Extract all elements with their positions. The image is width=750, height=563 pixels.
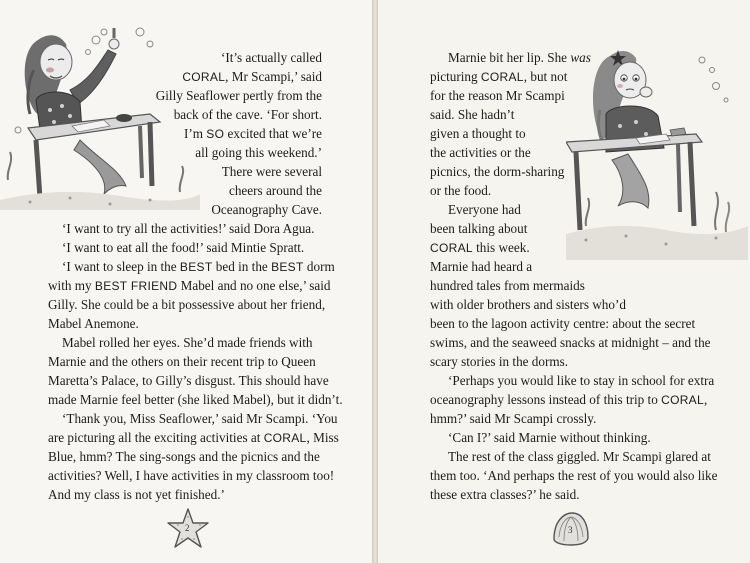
text-span: oceanography lessons instead of this trip to [430, 392, 662, 407]
text-line: for the reason Mr Scampi [430, 88, 565, 103]
text-line: Mabel Anemone. [48, 316, 139, 331]
text-line: all going this weekend.’ [195, 145, 322, 160]
text-line: made Marnie feel better (she liked Mabel), but it didn’t. [48, 392, 343, 407]
text-line [150, 67, 322, 87]
text-line: cheers around the [228, 183, 322, 198]
text-line: these extra classes?’ he said. [430, 487, 580, 502]
text-line: Blue, hmm? The sing-songs and the picnics and the [48, 449, 320, 464]
emphasis-term: BEST [271, 260, 304, 274]
text-line: given a thought to [430, 126, 526, 141]
text-line: been talking about [430, 221, 528, 236]
coral-term: CORAL [480, 70, 524, 84]
text-line [430, 67, 567, 87]
text-line: Maretta’s Palace, to Gilly’s disgust. This should have [48, 373, 329, 388]
text-line: The rest of the class giggled. Mr Scampi glared at [448, 449, 711, 464]
emphasis-term: BEST FRIEND [94, 279, 178, 293]
text-line: scary stories in the dorms. [430, 354, 569, 369]
text-line: hundred tales from mermaids [430, 278, 585, 293]
text-span: I’m [183, 126, 207, 141]
text-span: , [703, 392, 708, 407]
text-line: ‘I want to try all the activities!’ said Dora Agua. [62, 221, 315, 236]
text-line: Gilly Seaflower pertly from the [155, 88, 322, 103]
text-line: Gilly. She could be a bit possessive about her friend, [48, 297, 326, 312]
text-span: Mabel and no one else,’ said [177, 278, 331, 293]
text-line: Oceanography Cave. [211, 202, 322, 217]
text-line: said. She hadn’t [430, 107, 515, 122]
left-page [0, 0, 372, 563]
text-span: picturing [430, 69, 481, 84]
coral-term: CORAL [263, 431, 307, 445]
text-line: And my class is not yet finished.’ [48, 487, 225, 502]
text-line [430, 238, 530, 258]
coral-term: CORAL [430, 241, 473, 255]
text-line [48, 276, 331, 296]
page-number: 2 [185, 523, 190, 533]
coral-term: CORAL [661, 393, 704, 407]
emphasis-term: SO [206, 127, 225, 141]
text-line [430, 390, 707, 410]
text-line: activities? Well, I have activities in my classroom too! [48, 468, 335, 483]
text-span: ‘I want to sleep in the [62, 259, 180, 274]
text-line: ‘It’s actually called [220, 50, 322, 65]
text-line: Marnie had heard a [430, 259, 533, 274]
right-page [378, 0, 750, 563]
text-span: , Miss [306, 430, 339, 445]
text-span: this week. [472, 240, 530, 255]
text-line: ‘Thank you, Miss Seaflower,’ said Mr Scampi. ‘You [62, 411, 338, 426]
text-span: bed in the [212, 259, 272, 274]
text-line: Everyone had [448, 202, 521, 217]
emphasis-term: BEST [179, 260, 213, 274]
text-line: them too. ‘And perhaps the rest of you would also like [430, 468, 718, 483]
page-number: 3 [568, 525, 573, 535]
text-line: hmm?’ said Mr Scampi crossly. [430, 411, 597, 426]
text-line [48, 428, 339, 448]
text-line [62, 257, 335, 277]
text-line: back of the cave. ‘For short. [173, 107, 322, 122]
text-line: ‘Perhaps you would like to stay in school for extra [448, 373, 715, 388]
text-line: Marnie and the others on their recent trip to Queen [48, 354, 316, 369]
text-span: Marnie bit her lip. She [448, 50, 571, 65]
text-span: dorm [303, 259, 335, 274]
text-span: are picturing all the exciting activities at [48, 430, 264, 445]
text-line: There were several [221, 164, 322, 179]
text-line: been to the lagoon activity centre: about the secret [430, 316, 696, 331]
coral-term: CORAL [182, 70, 226, 84]
emphasis-italic: was [570, 50, 591, 65]
text-line: picnics, the dorm-sharing [430, 164, 565, 179]
text-span: , but not [523, 69, 568, 84]
text-line [150, 124, 322, 144]
text-line: ‘I want to eat all the food!’ said Mintie Spratt. [62, 240, 305, 255]
text-span: excited that we’re [224, 126, 322, 141]
text-line: swims, and the seaweed snacks at midnight – and the [430, 335, 711, 350]
mermaid-at-desk-illustration [566, 30, 748, 260]
text-span: , Mr Scampi,’ said [225, 69, 322, 84]
text-line: Mabel rolled her eyes. She’d made friends with [62, 335, 313, 350]
text-line: the activities or the [430, 145, 531, 160]
text-line: or the food. [430, 183, 492, 198]
text-line: with older brothers and sisters who’d [430, 297, 626, 312]
text-span: with my [48, 278, 95, 293]
text-line: ‘Can I?’ said Marnie without thinking. [448, 430, 651, 445]
